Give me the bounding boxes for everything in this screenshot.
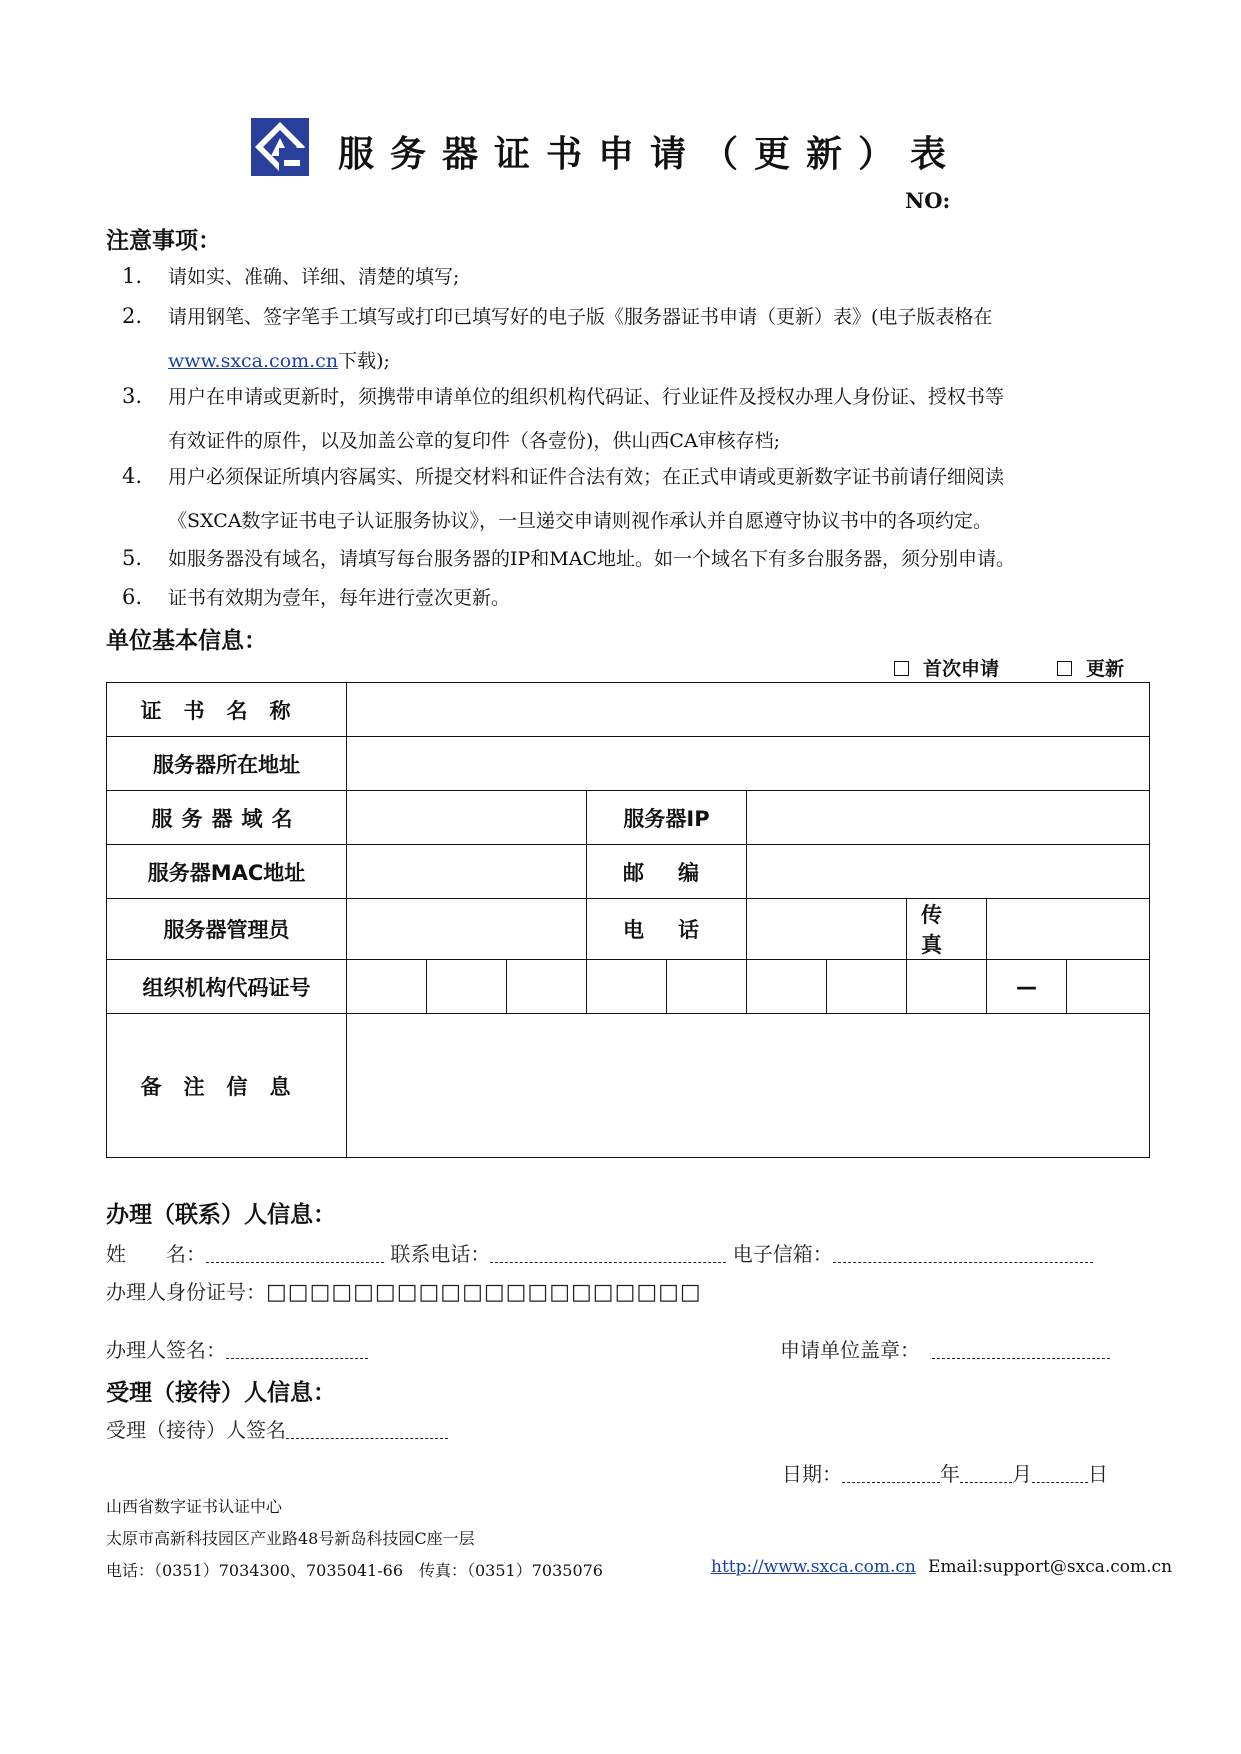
contact-phone-label: 联系电话： — [390, 1242, 491, 1266]
note-item-5 — [122, 538, 1015, 579]
note-text: 请用钢笔、签字笔手工填写或打印已填写好的电子版《服务器证书申请（更新）表》(电子版表格在 — [168, 306, 993, 328]
note-item-4 — [122, 456, 1004, 497]
renew-option[interactable] — [1057, 654, 1124, 681]
unit-info-heading: 单位基本信息： — [106, 628, 267, 654]
note-number: 5. — [122, 546, 143, 570]
note-text: 用户必须保证所填内容属实、所提交材料和证件合法有效；在正式申请或更新数字证书前请仔细阅读 — [168, 466, 1005, 488]
date-year-label: 年 — [940, 1462, 960, 1486]
contact-id-label: 办理人身份证号： — [106, 1280, 266, 1304]
signature-label: 办理人签名： — [106, 1338, 226, 1362]
org-code-check-digit-field[interactable] — [1067, 960, 1150, 1014]
note-item-2-continued — [168, 346, 390, 373]
note-number: 4. — [122, 464, 143, 488]
postcode-label: 邮编 — [587, 845, 747, 899]
fax-field[interactable] — [987, 899, 1150, 960]
renew-label: 更新 — [1086, 658, 1125, 680]
note-text: 用户在申请或更新时，须携带申请单位的组织机构代码证、行业证件及授权办理人身份证、授权书等 — [168, 386, 1005, 408]
date-day-label: 日 — [1088, 1462, 1108, 1486]
date-year-field[interactable] — [842, 1464, 940, 1483]
note-item-2 — [122, 296, 992, 337]
date-month-field[interactable] — [960, 1464, 1012, 1483]
notes-heading: 注意事项： — [106, 228, 221, 254]
note-number: 1. — [122, 264, 143, 288]
note-text: 下载); — [338, 350, 390, 372]
org-code-digit-field[interactable] — [587, 960, 667, 1014]
signature-row — [106, 1334, 368, 1363]
table-row — [107, 791, 1150, 845]
server-admin-field[interactable] — [347, 899, 587, 960]
date-label: 日期： — [782, 1462, 842, 1486]
server-mac-label: 服务器MAC地址 — [107, 845, 347, 899]
cert-name-label: 证书名称 — [107, 683, 347, 737]
fax-label: 传真 — [907, 899, 987, 960]
first-apply-checkbox[interactable] — [894, 661, 909, 676]
server-ip-label: 服务器IP — [587, 791, 747, 845]
table-row — [107, 899, 1150, 960]
contact-id-boxes[interactable]: □□□□□□□□□□□□□□□□□□□□ — [266, 1280, 702, 1305]
footer-email: Email:support@sxca.com.cn — [928, 1557, 1173, 1577]
org-code-digit-field[interactable] — [427, 960, 507, 1014]
org-code-digit-field[interactable] — [507, 960, 587, 1014]
org-code-label: 组织机构代码证号 — [107, 960, 347, 1014]
table-row — [107, 683, 1150, 737]
download-link[interactable]: www.sxca.com.cn — [168, 350, 339, 372]
note-item-3 — [122, 376, 1004, 417]
seal-field[interactable] — [932, 1340, 1110, 1359]
note-text: 证书有效期为壹年，每年进行壹次更新。 — [168, 587, 511, 609]
note-item-4-continued: 《SXCA数字证书电子认证服务协议》，一旦递交申请则视作承认并自愿遵守协议书中的各项约定。 — [168, 510, 992, 532]
org-code-digit-field[interactable] — [907, 960, 987, 1014]
cert-name-field[interactable] — [347, 683, 1150, 737]
remarks-label: 备注信息 — [107, 1014, 347, 1158]
org-code-digit-field[interactable] — [347, 960, 427, 1014]
server-domain-label: 服务器域名 — [107, 791, 347, 845]
table-row — [107, 845, 1150, 899]
org-code-digit-field[interactable] — [747, 960, 827, 1014]
phone-field[interactable] — [747, 899, 907, 960]
contact-phone-field[interactable] — [490, 1244, 726, 1263]
footer-phones: 电话：（0351）7034300、7035041-66 传真：（0351）7035076 — [106, 1561, 603, 1580]
date-row — [782, 1458, 1108, 1487]
org-code-digit-field[interactable] — [667, 960, 747, 1014]
server-domain-field[interactable] — [347, 791, 587, 845]
server-ip-field[interactable] — [747, 791, 1150, 845]
note-number: 6. — [122, 585, 143, 609]
contact-email-field[interactable] — [833, 1244, 1093, 1263]
contact-name-field[interactable] — [206, 1244, 384, 1263]
contact-email-label: 电子信箱： — [732, 1242, 833, 1266]
seal-row — [780, 1334, 1110, 1363]
footer-website-link[interactable]: http://www.sxca.com.cn — [711, 1557, 916, 1577]
reception-signature-label: 受理（接待）人签名 — [106, 1418, 286, 1442]
phone-label: 电话 — [587, 899, 747, 960]
postcode-field[interactable] — [747, 845, 1150, 899]
seal-label: 申请单位盖章： — [780, 1338, 920, 1362]
date-month-label: 月 — [1012, 1462, 1032, 1486]
first-apply-label: 首次申请 — [923, 658, 1000, 680]
note-item-1 — [122, 256, 459, 297]
org-code-digit-field[interactable] — [827, 960, 907, 1014]
remarks-field[interactable] — [347, 1014, 1150, 1158]
form-number-label: NO: — [905, 188, 951, 213]
table-row — [107, 960, 1150, 1014]
contact-name-row — [106, 1238, 1093, 1267]
note-item-3-continued: 有效证件的原件，以及加盖公章的复印件（各壹份)，供山西CA审核存档; — [168, 430, 781, 452]
note-item-6 — [122, 577, 510, 618]
note-number: 2. — [122, 304, 143, 328]
contact-heading: 办理（联系）人信息： — [106, 1202, 336, 1228]
server-admin-label: 服务器管理员 — [107, 899, 347, 960]
table-row — [107, 737, 1150, 791]
note-text: 请如实、准确、详细、清楚的填写; — [168, 266, 460, 288]
reception-signature-row — [106, 1414, 448, 1443]
contact-name-label: 姓 名： — [106, 1242, 206, 1266]
note-number: 3. — [122, 384, 143, 408]
note-text: 如服务器没有域名，请填写每台服务器的IP和MAC地址。如一个域名下有多台服务器，须分别申请。 — [168, 548, 1016, 570]
signature-field[interactable] — [226, 1340, 368, 1359]
server-mac-field[interactable] — [347, 845, 587, 899]
footer-address: 太原市高新科技园区产业路48号新岛科技园C座一层 — [106, 1529, 475, 1548]
first-apply-option[interactable] — [894, 654, 999, 681]
reception-heading: 受理（接待）人信息： — [106, 1380, 336, 1406]
reception-signature-field[interactable] — [286, 1420, 448, 1439]
server-address-label: 服务器所在地址 — [107, 737, 347, 791]
footer-org: 山西省数字证书认证中心 — [106, 1497, 283, 1516]
contact-id-row — [106, 1276, 702, 1305]
unit-info-table — [106, 682, 1149, 1150]
renew-checkbox[interactable] — [1057, 661, 1072, 676]
table-row — [107, 1014, 1150, 1158]
form-title: 服务器证书申请（更新）表 — [338, 134, 963, 175]
date-day-field[interactable] — [1032, 1464, 1088, 1483]
server-address-field[interactable] — [347, 737, 1150, 791]
sxca-logo-icon — [251, 118, 309, 176]
org-code-dash: — — [987, 960, 1067, 1014]
